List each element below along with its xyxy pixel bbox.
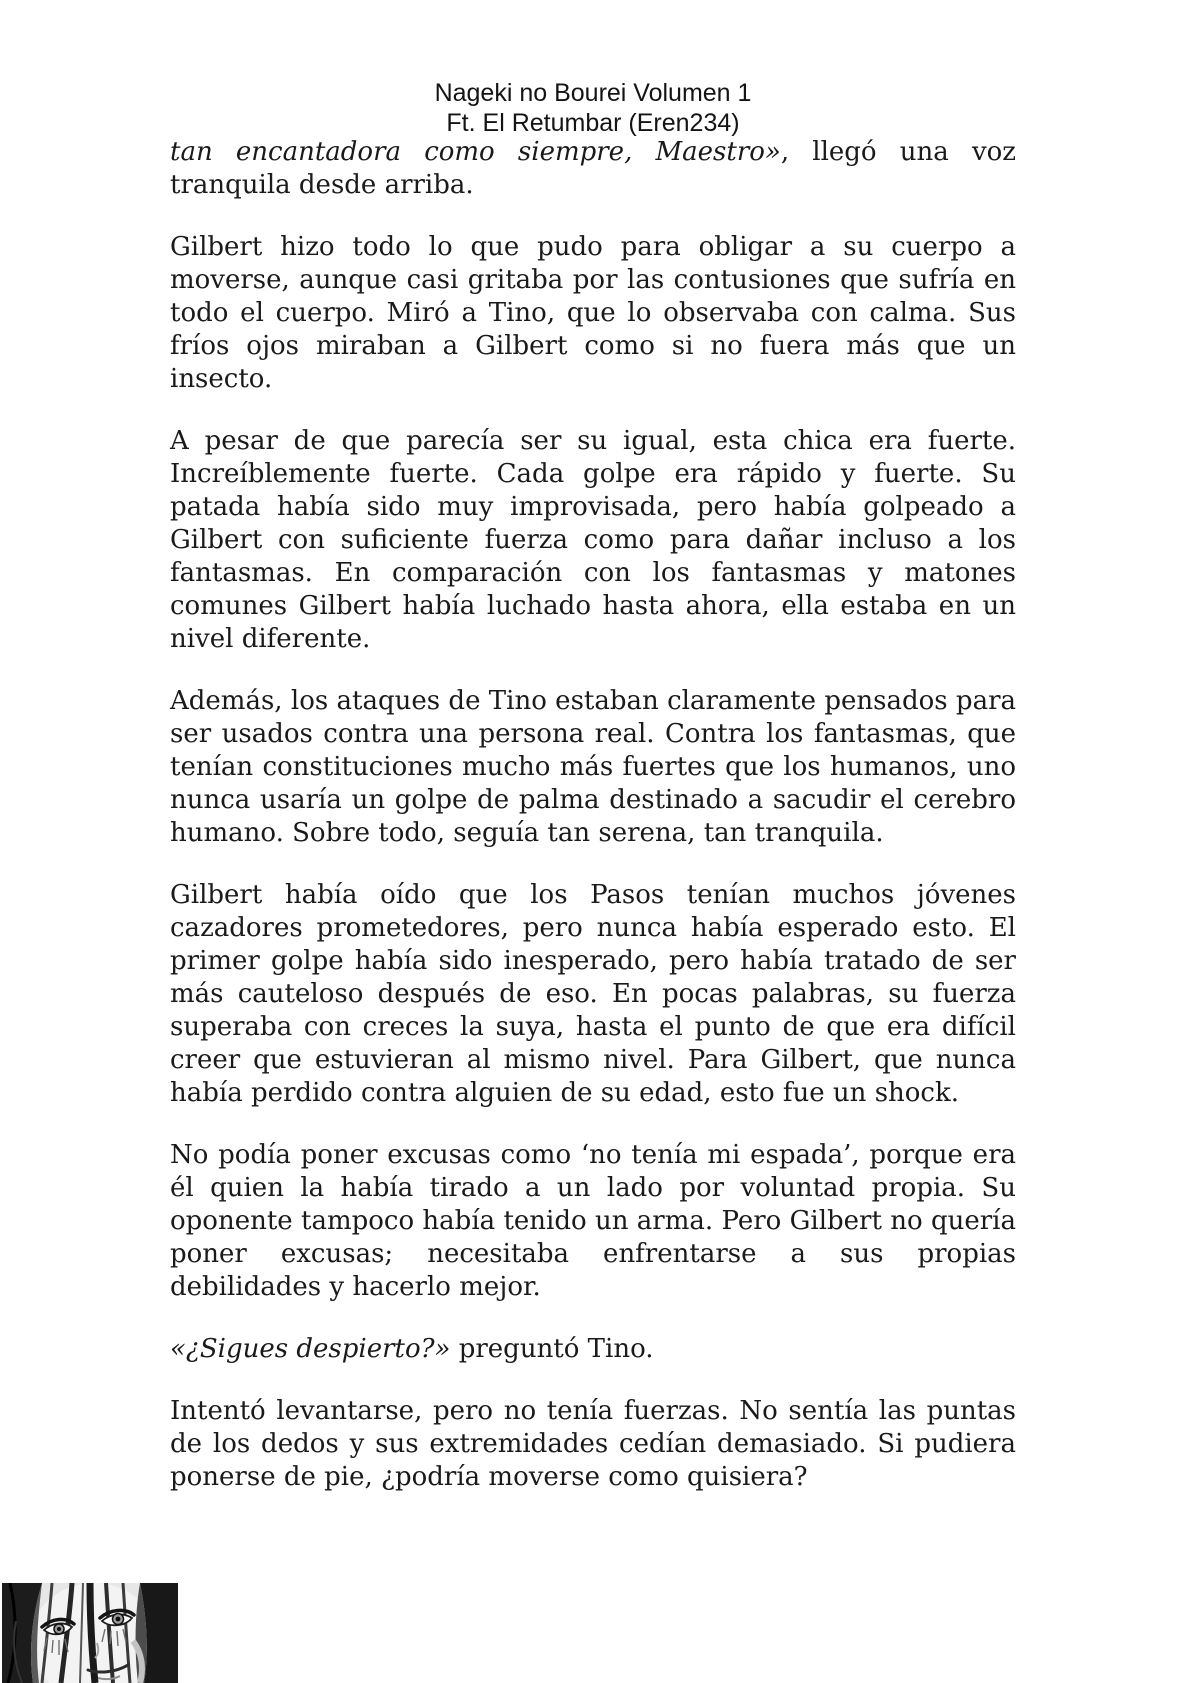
paragraph-4 — [170, 685, 1016, 850]
manga-face-illustration-svg — [2, 1583, 178, 1683]
paragraph-6-text: No podía poner excusas como ‘no tenía mi espada’, porque era él quien la había tirado a un lado por voluntad propia. Su oponente tampoco había tenido un arma. Pero Gilbert no quería poner excusas; necesitaba enfrentarse a sus propias debilidades y hacerlo mejor. — [170, 1140, 1016, 1302]
paragraph-1-normal-segment: , llegó una voz tranquila desde arriba. — [170, 137, 1016, 200]
document-body — [170, 136, 1016, 1523]
paragraph-1-italic-segment: tan encantadora como siempre, Maestro» — [170, 137, 781, 167]
paragraph-5-text: Gilbert había oído que los Pasos tenían muchos jóvenes cazadores prometedores, pero nunca había esperado esto. El primer golpe había sido inesperado, pero había tratado de ser más cauteloso después de eso. En pocas palabras, su fuerza superaba con creces la suya, hasta el punto de que era difícil creer que estuvieran al mismo nivel. Para Gilbert, que nunca había perdido contra alguien de su edad, esto fue un shock. — [170, 880, 1016, 1108]
paragraph-3-text: A pesar de que parecía ser su igual, esta chica era fuerte. Increíblemente fuerte. Cada golpe era rápido y fuerte. Su patada había sido muy improvisada, pero había golpeado a Gilbert con suficiente fuerza como para dañar incluso a los fantasmas. En comparación con los fantasmas y matones comunes Gilbert había luchado hasta ahora, ella estaba en un nivel diferente. — [170, 426, 1016, 654]
paragraph-1 — [170, 136, 1016, 202]
paragraph-3 — [170, 425, 1016, 656]
title-line-1: Nageki no Bourei Volumen 1 — [434, 79, 752, 107]
title-line-2: Ft. El Retumbar (Eren234) — [446, 109, 740, 137]
paragraph-8-text: Intentó levantarse, pero no tenía fuerzas. No sentía las puntas de los dedos y sus extremidades cedían demasiado. Si pudiera ponerse de pie, ¿podría moverse como quisiera? — [170, 1396, 1016, 1492]
paragraph-2 — [170, 231, 1016, 396]
paragraph-6 — [170, 1139, 1016, 1304]
paragraph-7-italic-segment: «¿Sigues despierto?» — [170, 1334, 451, 1364]
paragraph-7 — [170, 1333, 1016, 1366]
paragraph-2-text: Gilbert hizo todo lo que pudo para obligar a su cuerpo a moverse, aunque casi gritaba por las contusiones que sufría en todo el cuerpo. Miró a Tino, que lo observaba con calma. Sus fríos ojos miraban a Gilbert como si no fuera más que un insecto. — [170, 232, 1016, 394]
paragraph-5 — [170, 879, 1016, 1110]
document-title — [170, 78, 1016, 138]
paragraph-7-normal-segment: preguntó Tino. — [450, 1334, 654, 1364]
paragraph-4-text: Además, los ataques de Tino estaban claramente pensados para ser usados contra una persona real. Contra los fantasmas, que tenían constituciones mucho más fuertes que los humanos, uno nunca usaría un golpe de palma destinado a sacudir el cerebro humano. Sobre todo, seguía tan serena, tan tranquila. — [170, 686, 1016, 848]
paragraph-8 — [170, 1395, 1016, 1494]
manga-face-image — [2, 1583, 178, 1683]
